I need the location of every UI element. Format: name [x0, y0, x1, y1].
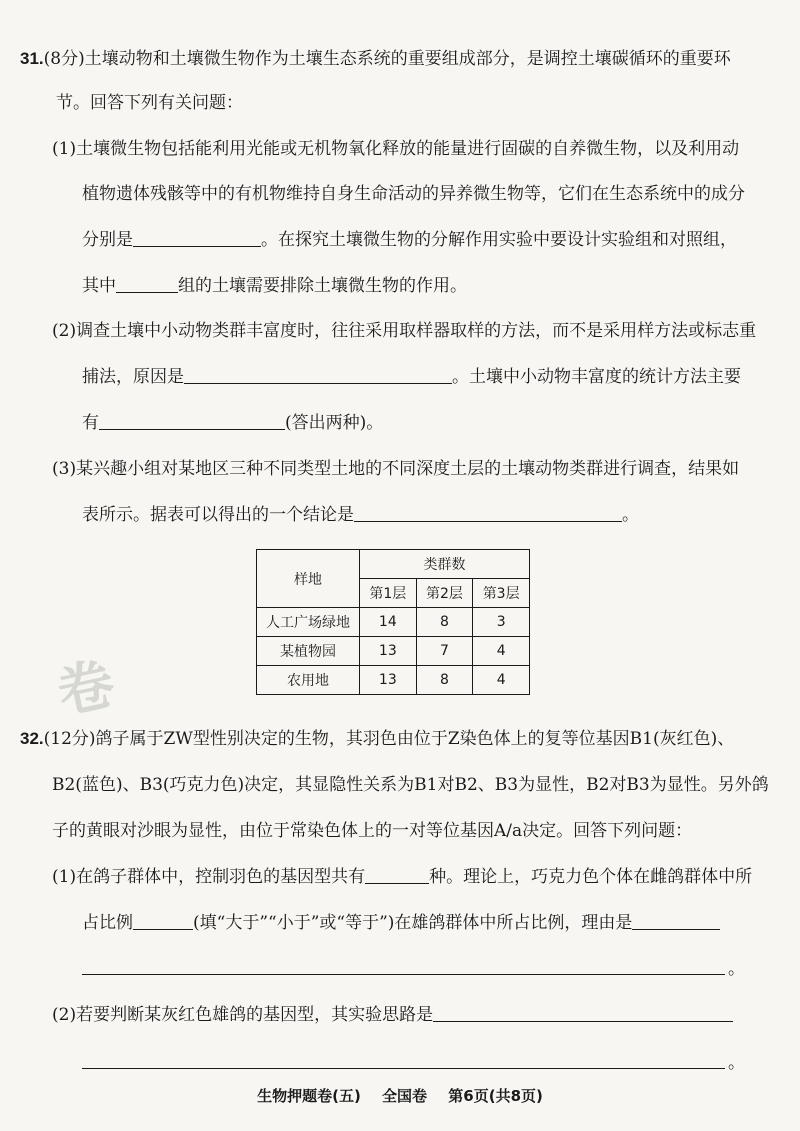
- table-cell: 13: [360, 637, 417, 666]
- q31-intro-text1: (8分)土壤动物和土壤微生物作为土壤生态系统的重要组成部分，是调控土壤碳循环的重要环: [43, 49, 731, 69]
- table-cell-site: 农用地: [257, 666, 360, 695]
- table-cell-site: 某植物园: [257, 637, 360, 666]
- answer-blank-conclusion[interactable]: [354, 505, 622, 522]
- answer-blank-comparison[interactable]: [133, 913, 193, 930]
- answer-blank-components[interactable]: [133, 230, 261, 247]
- q31-part1-line3-b: 。在探究土壤微生物的分解作用实验中要设计实验组和对照组，: [261, 230, 737, 250]
- q32-intro-line3: 子的黄眼对沙眼为显性，由位于常染色体上的一对等位基因A/a决定。回答下列问题：: [52, 821, 693, 841]
- answer-blank-reason-start[interactable]: [632, 913, 720, 930]
- q31-part1-line4: [82, 275, 467, 297]
- q31-part3-line2-a: 表所示。据表可以得出的一个结论是: [82, 505, 354, 525]
- table-header-row: [257, 550, 530, 579]
- answer-blank-methods[interactable]: [99, 413, 285, 430]
- table-row: [257, 637, 530, 666]
- q32-part2-end-mark: 。: [728, 1053, 745, 1073]
- q31-part3-line2: [82, 504, 639, 526]
- q31-part1-line3-a: 分别是: [82, 230, 133, 250]
- table-cell: 8: [416, 666, 473, 695]
- answer-blank-group[interactable]: [116, 276, 178, 293]
- q31-intro-line1: [20, 48, 731, 70]
- soil-animal-table: [256, 549, 530, 695]
- q31-part2-line3-b: (答出两种)。: [285, 413, 384, 433]
- answer-blank-genotype-count[interactable]: [365, 867, 429, 884]
- q31-part2-line3: [82, 412, 383, 434]
- q31-number: 31.: [20, 49, 44, 68]
- table-header-layer: 第1层: [360, 579, 417, 608]
- footer-page-number: 第6页(共8页): [448, 1087, 543, 1105]
- table-cell: 4: [473, 637, 530, 666]
- q31-part2-line2-b: 。土壤中小动物丰富度的统计方法主要: [452, 367, 741, 387]
- q32-part1-line2-a: 占比例: [82, 913, 133, 933]
- q31-part3-line2-b: 。: [622, 505, 639, 525]
- answer-blank-experiment-start[interactable]: [433, 1005, 733, 1022]
- page-footer: [0, 1085, 800, 1106]
- watermark-stamp: 卷: [51, 651, 121, 727]
- table-cell: 3: [473, 608, 530, 637]
- table-cell-site: 人工广场绿地: [257, 608, 360, 637]
- table-cell: 8: [416, 608, 473, 637]
- q32-part1-end-mark: 。: [728, 959, 745, 979]
- q31-part2-line1: (2)调查土壤中小动物类群丰富度时，往往采用取样器取样的方法，而不是采用样方法或标志重: [52, 321, 757, 341]
- q32-intro-line2: B2(蓝色)、B3(巧克力色)决定，其显隐性关系为B1对B2、B3为显性，B2对B3为显性。另外鸽: [52, 775, 769, 795]
- q31-part2-line2: [82, 366, 741, 388]
- table-header-site: 样地: [257, 550, 360, 608]
- table-cell: 7: [416, 637, 473, 666]
- q31-intro-line2: 节。回答下列有关问题：: [56, 93, 243, 113]
- table-header-layer: 第3层: [473, 579, 530, 608]
- table-cell: 4: [473, 666, 530, 695]
- footer-scope: 全国卷: [382, 1087, 428, 1105]
- q32-part1-line1-a: (1)在鸽子群体中，控制羽色的基因型共有: [52, 867, 366, 887]
- q31-part3-line1: (3)某兴趣小组对某地区三种不同类型土地的不同深度土层的土壤动物类群进行调查，结果如: [52, 459, 740, 479]
- q32-number: 32.: [20, 729, 44, 748]
- q32-part1-line2-b: (填“大于”“小于”或“等于”)在雄鸽群体中所占比例，理由是: [193, 913, 633, 933]
- q31-part1-line3: [82, 229, 737, 251]
- table-cell: 13: [360, 666, 417, 695]
- table-header-group: 类群数: [360, 550, 530, 579]
- q32-part2-line1-text: (2)若要判断某灰红色雄鸽的基因型，其实验思路是: [52, 1005, 434, 1025]
- q31-part1-line4-b: 组的土壤需要排除土壤微生物的作用。: [178, 276, 467, 296]
- q32-intro-line1: [20, 728, 734, 750]
- answer-rule-reason[interactable]: [82, 974, 725, 975]
- q31-part1-line2: 植物遗体残骸等中的有机物维持自身生命活动的异养微生物等，它们在生态系统中的成分: [82, 184, 745, 204]
- q32-intro-text1: (12分)鸽子属于ZW型性别决定的生物，其羽色由位于Z染色体上的复等位基因B1(灰红色)、: [43, 729, 735, 749]
- table-row: [257, 608, 530, 637]
- answer-blank-reason[interactable]: [184, 367, 452, 384]
- table-row: [257, 666, 530, 695]
- q32-part2-line1: [52, 1004, 733, 1026]
- q31-part1-line4-a: 其中: [82, 276, 116, 296]
- answer-rule-experiment[interactable]: [82, 1068, 725, 1069]
- table-cell: 14: [360, 608, 417, 637]
- q31-part2-line3-a: 有: [82, 413, 99, 433]
- q32-part1-line1-b: 种。理论上，巧克力色个体在雌鸽群体中所: [429, 867, 753, 887]
- q32-part1-line2: [82, 912, 720, 934]
- footer-subject: 生物押题卷(五): [257, 1087, 361, 1105]
- q31-part2-line2-a: 捕法，原因是: [82, 367, 184, 387]
- q31-part1-line1: (1)土壤微生物包括能利用光能或无机物氧化释放的能量进行固碳的自养微生物，以及利用动: [52, 139, 740, 159]
- q32-part1-line1: [52, 866, 752, 888]
- table-header-layer: 第2层: [416, 579, 473, 608]
